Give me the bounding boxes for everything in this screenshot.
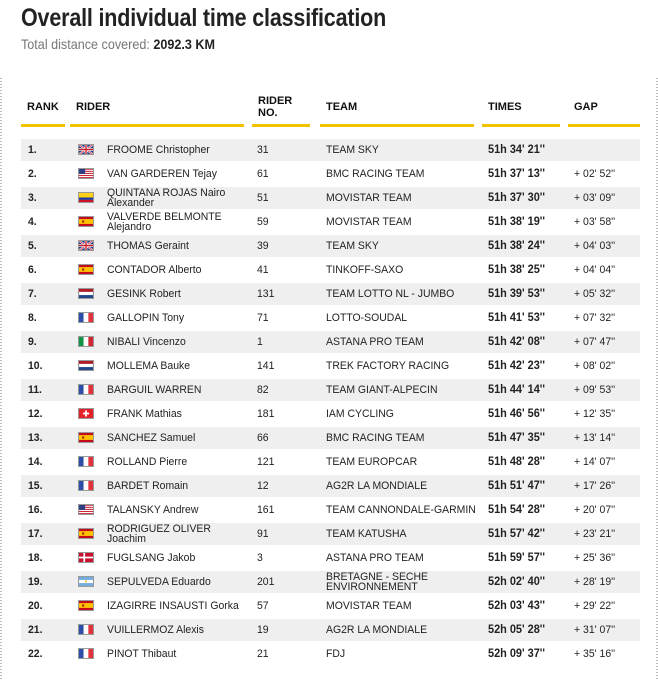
time-cell: 51h 42' 08'' <box>488 336 545 348</box>
col-header-gap[interactable] <box>568 90 640 127</box>
gap-cell: + 28' 19'' <box>574 576 616 588</box>
table-row[interactable] <box>21 499 640 521</box>
team-name-link[interactable]: AG2R LA MONDIALE <box>326 624 428 636</box>
time-cell: 51h 37' 30'' <box>488 192 545 204</box>
gbr-flag-icon <box>78 144 94 155</box>
team-name-link[interactable]: TEAM SKY <box>326 144 379 156</box>
rank-cell: 16. <box>28 504 43 516</box>
distance-value: 2092.3 KM <box>153 36 216 52</box>
team-name-link[interactable]: TEAM KATUSHA <box>326 528 407 540</box>
table-row[interactable] <box>21 139 640 161</box>
time-cell: 51h 42' 23'' <box>488 360 545 372</box>
left-dotted-border <box>0 78 2 681</box>
time-cell: 51h 47' 35'' <box>488 432 545 444</box>
rank-cell: 5. <box>28 240 37 252</box>
rank-cell: 6. <box>28 264 37 276</box>
time-cell: 51h 38' 24'' <box>488 240 545 252</box>
rank-cell: 17. <box>28 528 43 540</box>
gap-cell: + 04' 04'' <box>574 264 616 276</box>
rider-name-link[interactable]: VAN GARDEREN Tejay <box>107 168 217 180</box>
gap-cell: + 12' 35'' <box>574 408 616 420</box>
team-name-link[interactable]: TEAM EUROPCAR <box>326 456 418 468</box>
gap-cell: + 20' 07'' <box>574 504 616 516</box>
col-header-rider-label: RIDER <box>76 101 111 113</box>
time-cell: 52h 05' 28'' <box>488 624 545 636</box>
gap-cell: + 07' 47'' <box>574 336 616 348</box>
time-cell: 51h 51' 47'' <box>488 480 545 492</box>
sui-flag-icon <box>78 408 94 419</box>
table-row[interactable] <box>21 235 640 257</box>
table-row[interactable] <box>21 643 640 665</box>
col-header-rider[interactable] <box>70 90 244 127</box>
table-row[interactable] <box>21 571 640 593</box>
rider-name-link[interactable]: SEPULVEDA Eduardo <box>107 576 211 588</box>
table-row[interactable] <box>21 331 640 353</box>
gap-cell: + 03' 58'' <box>574 216 616 228</box>
fra-flag-icon <box>78 312 94 323</box>
rider-number-cell: 201 <box>257 576 275 588</box>
col-header-team[interactable] <box>320 90 474 127</box>
rider-name-link[interactable]: SANCHEZ Samuel <box>107 432 196 444</box>
col-flag-icon <box>78 192 94 203</box>
gap-cell: + 03' 09'' <box>574 192 616 204</box>
rider-number-cell: 141 <box>257 360 275 372</box>
rank-cell: 20. <box>28 600 43 612</box>
table-row[interactable] <box>21 595 640 617</box>
fra-flag-icon <box>78 384 94 395</box>
col-header-rider-no[interactable] <box>252 90 310 127</box>
time-cell: 51h 54' 28'' <box>488 504 545 516</box>
time-cell: 51h 46' 56'' <box>488 408 545 420</box>
page-title: Overall individual time classification <box>21 4 387 32</box>
rider-number-cell: 82 <box>257 384 269 396</box>
esp-flag-icon <box>78 432 94 443</box>
table-row[interactable] <box>21 547 640 569</box>
time-cell: 51h 59' 57'' <box>488 552 545 564</box>
rank-cell: 11. <box>28 384 42 396</box>
esp-flag-icon <box>78 216 94 227</box>
table-row[interactable] <box>21 379 640 401</box>
rank-cell: 21. <box>28 624 43 636</box>
gap-cell: + 08' 02'' <box>574 360 616 372</box>
team-name-link[interactable]: MOVISTAR TEAM <box>326 192 412 204</box>
gap-cell: + 02' 52'' <box>574 168 616 180</box>
team-name-link[interactable]: TEAM LOTTO NL - JUMBO <box>326 288 455 300</box>
table-row[interactable] <box>21 427 640 449</box>
col-header-rank[interactable] <box>21 90 65 127</box>
time-cell: 51h 39' 53'' <box>488 288 545 300</box>
gap-cell: + 04' 03'' <box>574 240 616 252</box>
table-row[interactable] <box>21 619 640 641</box>
table-row[interactable] <box>21 163 640 185</box>
rider-number-cell: 91 <box>257 528 269 540</box>
table-row[interactable] <box>21 451 640 473</box>
rank-cell: 14. <box>28 456 43 468</box>
esp-flag-icon <box>78 600 94 611</box>
rider-number-cell: 161 <box>257 504 275 516</box>
distance-label: Total distance covered: <box>21 36 150 52</box>
table-row[interactable] <box>21 187 640 209</box>
rank-cell: 15. <box>28 480 43 492</box>
col-header-times[interactable] <box>482 90 560 127</box>
team-name-link[interactable]: FDJ <box>326 648 346 660</box>
rank-cell: 9. <box>28 336 37 348</box>
gap-cell: + 29' 22'' <box>574 600 616 612</box>
rider-number-cell: 121 <box>257 456 275 468</box>
arg-flag-icon <box>78 576 94 587</box>
rank-cell: 2. <box>28 168 37 180</box>
gbr-flag-icon <box>78 240 94 251</box>
rank-cell: 4. <box>28 216 37 228</box>
time-cell: 52h 03' 43'' <box>488 600 545 612</box>
rider-name-link[interactable]: TALANSKY Andrew <box>107 504 199 516</box>
rider-name-link[interactable]: BARGUIL WARREN <box>107 384 202 396</box>
gap-cell: + 07' 32'' <box>574 312 616 324</box>
col-header-rider-no-label: RIDER NO. <box>258 95 293 119</box>
table-row[interactable] <box>21 355 640 377</box>
rider-number-cell: 59 <box>257 216 269 228</box>
team-name-link[interactable]: AG2R LA MONDIALE <box>326 480 428 492</box>
rider-name-link[interactable]: FUGLSANG Jakob <box>107 552 196 564</box>
table-row[interactable] <box>21 283 640 305</box>
rank-cell: 1. <box>28 144 37 156</box>
table-row[interactable] <box>21 523 640 545</box>
team-name-link[interactable]: TREK FACTORY RACING <box>326 360 450 372</box>
rank-cell: 8. <box>28 312 37 324</box>
rider-name-link[interactable]: RODRIGUEZ OLIVER Joachim <box>107 523 211 545</box>
rider-name-link[interactable]: IZAGIRRE INSAUSTI Gorka <box>107 600 239 612</box>
rider-name-link[interactable]: FRANK Mathias <box>107 408 182 420</box>
time-cell: 51h 38' 19'' <box>488 216 545 228</box>
den-flag-icon <box>78 552 94 563</box>
usa-flag-icon <box>78 168 94 179</box>
team-name-link[interactable]: BMC RACING TEAM <box>326 168 425 180</box>
table-header <box>0 90 658 130</box>
rider-number-cell: 1 <box>257 336 263 348</box>
rank-cell: 10. <box>28 360 43 372</box>
rider-name-link[interactable]: GALLOPIN Tony <box>107 312 185 324</box>
esp-flag-icon <box>78 264 94 275</box>
rider-number-cell: 39 <box>257 240 269 252</box>
rider-number-cell: 71 <box>257 312 269 324</box>
table-row[interactable] <box>21 403 640 425</box>
classification-table-body <box>21 139 640 667</box>
rider-name-link[interactable]: MOLLEMA Bauke <box>107 360 191 372</box>
gap-cell: + 05' 32'' <box>574 288 616 300</box>
fra-flag-icon <box>78 648 94 659</box>
team-name-link[interactable]: ASTANA PRO TEAM <box>326 552 424 564</box>
total-distance <box>21 36 215 52</box>
table-row[interactable] <box>21 475 640 497</box>
rank-cell: 13. <box>28 432 43 444</box>
team-name-link[interactable]: MOVISTAR TEAM <box>326 216 412 228</box>
rider-name-link[interactable]: PINOT Thibaut <box>107 648 177 660</box>
team-name-link[interactable]: TEAM GIANT-ALPECIN <box>326 384 438 396</box>
ned-flag-icon <box>78 360 94 371</box>
time-cell: 51h 48' 28'' <box>488 456 545 468</box>
rider-number-cell: 181 <box>257 408 275 420</box>
gap-cell: + 31' 07'' <box>574 624 616 636</box>
rider-number-cell: 57 <box>257 600 269 612</box>
table-row[interactable] <box>21 307 640 329</box>
fra-flag-icon <box>78 456 94 467</box>
col-header-gap-label: GAP <box>574 101 598 113</box>
usa-flag-icon <box>78 504 94 515</box>
team-name-link[interactable]: BMC RACING TEAM <box>326 432 425 444</box>
gap-cell: + 13' 14'' <box>574 432 616 444</box>
rider-name-link[interactable]: THOMAS Geraint <box>107 240 189 252</box>
rider-number-cell: 3 <box>257 552 263 564</box>
esp-flag-icon <box>78 528 94 539</box>
rider-name-link[interactable]: VALVERDE BELMONTE Alejandro <box>107 211 222 233</box>
gap-cell: + 14' 07'' <box>574 456 616 468</box>
time-cell: 51h 37' 13'' <box>488 168 545 180</box>
team-name-link[interactable]: ASTANA PRO TEAM <box>326 336 424 348</box>
rider-name-link[interactable]: CONTADOR Alberto <box>107 264 202 276</box>
fra-flag-icon <box>78 624 94 635</box>
rider-number-cell: 19 <box>257 624 269 636</box>
gap-cell: + 17' 26'' <box>574 480 616 492</box>
team-name-link[interactable]: LOTTO-SOUDAL <box>326 312 408 324</box>
rider-number-cell: 12 <box>257 480 269 492</box>
time-cell: 51h 57' 42'' <box>488 528 545 540</box>
ita-flag-icon <box>78 336 94 347</box>
time-cell: 51h 38' 25'' <box>488 264 545 276</box>
fra-flag-icon <box>78 480 94 491</box>
gap-cell: + 09' 53'' <box>574 384 616 396</box>
rank-cell: 19. <box>28 576 43 588</box>
ned-flag-icon <box>78 288 94 299</box>
gap-cell: + 35' 16'' <box>574 648 616 660</box>
rider-name-link[interactable]: VUILLERMOZ Alexis <box>107 624 204 636</box>
col-header-rank-label: RANK <box>27 101 59 113</box>
col-header-times-label: TIMES <box>488 101 522 113</box>
table-row[interactable] <box>21 259 640 281</box>
rider-name-link[interactable]: BARDET Romain <box>107 480 189 492</box>
rank-cell: 3. <box>28 192 37 204</box>
team-name-link[interactable]: IAM CYCLING <box>326 408 394 420</box>
rider-name-link[interactable]: ROLLAND Pierre <box>107 456 188 468</box>
team-name-link[interactable]: TEAM CANNONDALE-GARMIN <box>326 504 476 516</box>
rider-name-link[interactable]: NIBALI Vincenzo <box>107 336 186 348</box>
rank-cell: 12. <box>28 408 43 420</box>
gap-cell: + 23' 21'' <box>574 528 616 540</box>
time-cell: 52h 09' 37'' <box>488 648 545 660</box>
rank-cell: 18. <box>28 552 43 564</box>
rider-name-link[interactable]: FROOME Christopher <box>107 144 210 156</box>
rank-cell: 7. <box>28 288 37 300</box>
time-cell: 52h 02' 40'' <box>488 576 545 588</box>
rider-number-cell: 31 <box>257 144 269 156</box>
team-name-link[interactable]: BRETAGNE - SECHE ENVIRONNEMENT <box>326 571 429 593</box>
rank-cell: 22. <box>28 648 43 660</box>
team-name-link[interactable]: MOVISTAR TEAM <box>326 600 412 612</box>
rider-number-cell: 131 <box>257 288 275 300</box>
time-cell: 51h 44' 14'' <box>488 384 545 396</box>
rider-name-link[interactable]: QUINTANA ROJAS Nairo Alexander <box>107 187 226 209</box>
rider-number-cell: 21 <box>257 648 269 660</box>
rider-number-cell: 41 <box>257 264 269 276</box>
rider-number-cell: 66 <box>257 432 269 444</box>
col-header-team-label: TEAM <box>326 101 358 113</box>
rider-number-cell: 61 <box>257 168 269 180</box>
team-name-link[interactable]: TINKOFF-SAXO <box>326 264 404 276</box>
time-cell: 51h 34' 21'' <box>488 144 545 156</box>
gap-cell: + 25' 36'' <box>574 552 616 564</box>
table-row[interactable] <box>21 211 640 233</box>
time-cell: 51h 41' 53'' <box>488 312 545 324</box>
rider-number-cell: 51 <box>257 192 269 204</box>
rider-name-link[interactable]: GESINK Robert <box>107 288 181 300</box>
team-name-link[interactable]: TEAM SKY <box>326 240 379 252</box>
